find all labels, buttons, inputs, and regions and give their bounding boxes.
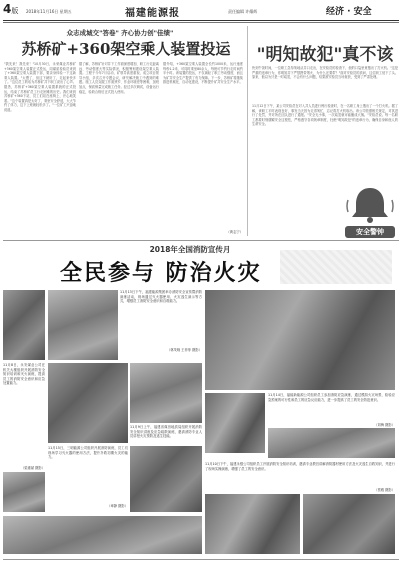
photo-1 (3, 290, 45, 360)
right-body-main: 11月12日下午，某公司安检员在对入井人员进行例行检查时，在一名职工身上搜出了一个打火机。据了解，该职工平时表现良好，事发当天因为走得匆忙，忘记将打火机取出。该公司依照相关规定，对其进行了处罚，并对所在区队进行了通报。"安全无小事，一次疏忽就可能酿成大祸。"安检员说。每一名职工都要时刻绷紧安全这根弦，严格遵守各项规章制度，杜绝"明知故犯"的违章行为，确保自身和他人的生命安全。 (252, 104, 398, 127)
section-rule (3, 240, 399, 241)
photo-12 (3, 516, 202, 554)
banner-decoration (280, 250, 392, 284)
alarm-bell-icon (345, 182, 395, 232)
photo-8 (3, 472, 45, 512)
article-body-col1: "我先来！我先来！"10月30日，永荣煤业苏桥矿+360架空乘人装置正式投运，同煤质检验员来到了+360架空乘人装置下部，要亲身体验一下这新乘人装置。"太慢了，但这下就好了，走起来快多了。"这位员工的话为苏桥矿井下职工说出了心声。据悉，苏桥矿+360架空乘人装置系统的正式投运，结束了苏桥矿员工行走困难的历史。我们来到苏桥矿+360下站，员工们站在座椅上，开心地笑着。"这个装置真是太好了，乘坐安全舒适，大大节约了体力，这下上班就轻松多了。"一位矿工兴奋地说道。 (4, 62, 76, 112)
page-number: 4版 (3, 2, 19, 16)
safety-alarm-graphic (345, 182, 395, 232)
safety-badge (345, 226, 395, 238)
header-rule-thin (3, 22, 399, 23)
photo-3 (205, 290, 395, 390)
page-header (0, 0, 402, 20)
section-title: 经济 · 安全 (326, 7, 372, 17)
column-divider (247, 26, 248, 236)
right-headline: "明知故犯"真不该 (256, 45, 394, 65)
caption-5-credit: （章静 摄影） (107, 504, 128, 508)
caption-1: 11月13日下午，福建能源集团举办消防安全宣传暨消防演练活动，现场通过灭火器使用、火灾逃生演示等方式，增强员工消防安全意识和自救能力。 (120, 290, 202, 304)
footer-rule (3, 559, 399, 560)
photo-11 (303, 494, 395, 554)
special-banner: 全民参与 防治火灾 (60, 260, 262, 286)
safety-badge-label: 安全警钟 (356, 228, 384, 236)
header-rule (3, 20, 399, 21)
photo-7 (268, 428, 395, 458)
photo-2 (48, 290, 118, 360)
photo-4 (48, 363, 128, 443)
article-credit: （黄志宁） (226, 230, 243, 234)
caption-6-credit: （蔡雅 摄影） (374, 488, 395, 492)
caption-1-credit: （林茂娥 王菲菲 摄影） (166, 348, 202, 352)
caption-3: 11月9日上午，福建省煤田地质局组织开展消防安全知识讲座及应急疏散演练，邀请消防专业人员讲授火灾预防及逃生技能。 (130, 425, 202, 439)
special-section-title: 2018年全国消防宣传月 (149, 245, 231, 254)
photo-6 (205, 393, 265, 453)
caption-5: 11月15日，三明能源公司组织开展消防演练，员工们现场学习灭火器的使用方法，提升扑救初期火灾的能力。 (48, 446, 128, 460)
article-body-col3: 据介绍，+360架空乘人装置全长约1000米，运行速度每秒1.2米，可同时乘坐80余人，每班可节约行走时间约半小时。该装置的投运，不仅减轻了职工劳动强度，而且为矿井安全生产提供了有力保障。下一步，苏桥矿将继续推进机械化、自动化建设，不断提升矿井安全生产水平。 (163, 62, 243, 85)
caption-4-credit: （刘梅 摄影） (374, 423, 395, 427)
photo-9 (130, 446, 202, 512)
caption-6: 11月10日下午，福建永强公司组织员工开展消防安全知识培训，邀请专业教官讲解消防器材使用方法及火灾逃生自救知识，并进行了现场实操演练，增强了员工的安全意识。 (205, 462, 395, 471)
right-body-lead: 快到午饭时间，一位职工急匆匆地从井口走出，在安检员的检查下，他的口袋里竟搜出了打火机。"这是严重的违章行为，你明知井下严禁携带烟火，为什么还要带？"面对安检员的质问，这位职工低下了头。原来，他以为只是一时疏忽，不会有什么问题，结果被安检员当场查获，受到了严肃处理。 (252, 66, 398, 80)
article-headline: 苏桥矿+360架空乘人装置投运 (21, 40, 231, 58)
photo-5 (130, 363, 202, 423)
masthead-logo: 福建能源报 (125, 8, 180, 19)
article-kicker: 众志成城交"答卷" 齐心协力创"佳绩" (66, 29, 174, 37)
caption-2-credit: （梁惠斌 摄影） (20, 466, 45, 470)
caption-2: 11月8日，永安煤业公司在机关大楼组织开展消防安全知识培训和灭火演练，提高员工的消防安全意识和应急处置能力。 (3, 363, 45, 386)
photo-10 (205, 494, 300, 554)
editor-line: 责任编辑 许耀辉 (228, 9, 258, 14)
caption-4: 11月14日，福能新能源公司组织员工参加消防应急演练，通过模拟火灾场景，检验应急预案的可行性和员工的应急反应能力，进一步提高了员工的安全防范意识。 (268, 393, 395, 402)
issue-date: 2018年11月16日 星期五 (26, 9, 72, 14)
article-body-col2: 据了解，苏桥矿针对井下工作面深度增加、职工行走距离远、劳动强度大等实际情况，积极筹划建设架空乘人装置。工程于今年7月启动，矿领导高度重视，成立项目领导小组，多次召开专题会议，研究解决施工中遇到的难题。施工人员克服工作面狭窄、作业环境差等困难，加班加点，保质保量完成施工任务。经过多次调试，设备运行稳定，验收合格后正式投入使用。 (79, 62, 159, 94)
